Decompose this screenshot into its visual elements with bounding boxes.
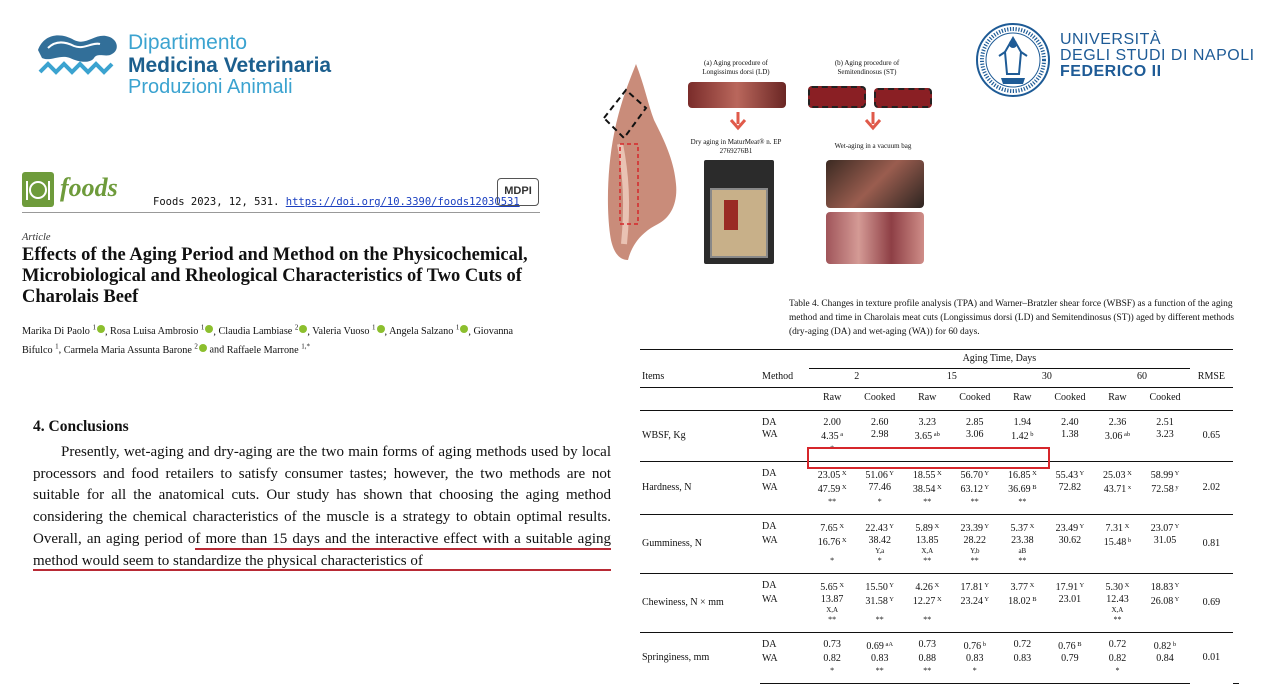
row-label: Hardness, N bbox=[640, 462, 760, 515]
table-cell: 7.31 $^X$ bbox=[1094, 515, 1140, 536]
table-cell: 23.49 $^Y$ bbox=[1045, 515, 1094, 536]
table-cell: 3.65 $^{ab}$ bbox=[914, 431, 940, 442]
column-subheader: Cooked bbox=[855, 388, 904, 411]
orcid-icon[interactable] bbox=[299, 325, 307, 333]
significance-mark: ** bbox=[1018, 556, 1027, 565]
department-line-2: Medicina Veterinaria bbox=[128, 54, 332, 77]
table-cell: 0.82 bbox=[1108, 653, 1127, 664]
column-group-header: Aging Time, Days bbox=[809, 350, 1189, 369]
table-cell: 5.37 $^X$ bbox=[999, 515, 1045, 536]
doi-link[interactable]: https://doi.org/10.3390/foods12030531 bbox=[285, 196, 520, 208]
rmse-value: 0.69 bbox=[1190, 574, 1234, 633]
significance-mark bbox=[999, 614, 1045, 633]
table-cell: 31.58 $^Y$ bbox=[865, 596, 894, 607]
header-divider bbox=[22, 212, 540, 213]
table-cell: 63.12 $^Y$ bbox=[960, 484, 990, 495]
table-cell: 72.58 $^y$ bbox=[1151, 484, 1179, 495]
st-cut-image bbox=[874, 88, 932, 108]
university-seal bbox=[975, 22, 1051, 98]
article-type: Article bbox=[22, 232, 51, 243]
significance-mark: ** bbox=[923, 615, 932, 624]
row-label: Chewiness, N × mm bbox=[640, 574, 760, 633]
table-cell: 26.08 $^Y$ bbox=[1150, 596, 1180, 607]
row-label: Gumminess, N bbox=[640, 515, 760, 574]
figure-step-b: Wet-aging in a vacuum bag bbox=[834, 142, 912, 150]
arrow-down-icon bbox=[728, 112, 748, 132]
highlight-underline bbox=[195, 548, 611, 550]
table-cell: 18.83 $^Y$ bbox=[1140, 574, 1189, 595]
author-name: Claudia Lambiase $^2$ bbox=[218, 326, 307, 337]
significance-mark bbox=[1140, 496, 1189, 515]
significance-mark bbox=[1045, 614, 1094, 633]
table-cell: 4.26 $^X$ bbox=[904, 574, 950, 595]
citation bbox=[153, 196, 520, 208]
table-cell: 15.48 $^b$ bbox=[1103, 537, 1132, 548]
row-label: WBSF, Kg bbox=[640, 411, 760, 462]
method-label: DA bbox=[760, 515, 809, 536]
table-cell: 2.00 bbox=[809, 411, 855, 430]
table-cell: 1.38 bbox=[1061, 429, 1079, 440]
column-subheader: Raw bbox=[1094, 388, 1140, 411]
significance-mark: ** bbox=[923, 497, 932, 506]
method-label: DA bbox=[760, 411, 809, 430]
table-cell: 23.05 $^X$ bbox=[809, 462, 855, 483]
table-cell: 31.05 bbox=[1153, 535, 1177, 546]
conclusions-heading: 4. Conclusions bbox=[33, 418, 129, 435]
university-line-2: DEGLI STUDI DI NAPOLI bbox=[1060, 47, 1255, 64]
table-cell: 12.43 X,A bbox=[1106, 594, 1129, 614]
column-subheader: Cooked bbox=[1045, 388, 1094, 411]
column-header: 60 bbox=[1137, 371, 1148, 382]
method-label: WA bbox=[762, 535, 778, 546]
foods-journal-icon bbox=[22, 172, 54, 207]
significance-mark bbox=[1140, 555, 1189, 574]
table-cell: 58.99 $^Y$ bbox=[1140, 462, 1189, 483]
table-cell: 36.69 $^B$ bbox=[1008, 484, 1037, 495]
table-cell: 25.03 $^X$ bbox=[1094, 462, 1140, 483]
citation-text: Foods 2023, 12, 531. bbox=[153, 196, 280, 208]
table-cell: 3.06 $^{ab}$ bbox=[1104, 431, 1131, 442]
table-cell: 2.51 bbox=[1140, 411, 1189, 430]
author-name: Angela Salzano $^1$ bbox=[389, 326, 468, 337]
column-header: 2 bbox=[854, 371, 860, 382]
paper-title: Effects of the Aging Period and Method on the Physicochemical, Microbiological and Rheological Characteristics of Two Cuts of Charolais Beef bbox=[22, 245, 528, 307]
university-line-3: FEDERICO II bbox=[1060, 63, 1162, 80]
table-cell: 55.43 $^Y$ bbox=[1045, 462, 1094, 483]
method-label: WA bbox=[762, 482, 778, 493]
table-cell: 3.77 $^X$ bbox=[999, 574, 1045, 595]
table-cell: 23.39 $^Y$ bbox=[950, 515, 999, 536]
table-cell: 0.73 bbox=[904, 633, 950, 654]
column-subheader: Raw bbox=[809, 388, 855, 411]
significance-mark bbox=[1094, 555, 1140, 574]
significance-mark bbox=[999, 665, 1045, 684]
significance-mark bbox=[1045, 665, 1094, 684]
table-cell: 0.79 bbox=[1061, 653, 1079, 664]
rmse-value: 0.01 bbox=[1190, 633, 1234, 684]
journal-name: foods bbox=[60, 173, 118, 202]
table-cell: 23.24 $^Y$ bbox=[960, 596, 990, 607]
mdpi-logo: MDPI bbox=[497, 178, 539, 206]
orcid-icon[interactable] bbox=[199, 344, 207, 352]
figure-step-a: Dry aging in MaturMeat® n. EP 2769276B1 bbox=[690, 138, 782, 155]
method-label: DA bbox=[760, 633, 809, 654]
table-cell: 0.83 bbox=[870, 653, 889, 664]
significance-mark: ** bbox=[828, 497, 837, 506]
significance-mark: * bbox=[950, 665, 999, 684]
column-subheader: Cooked bbox=[1140, 388, 1189, 411]
figure-caption-b: (b) Aging procedure of Semitendinosus (ST) bbox=[834, 59, 900, 76]
table-cell: 1.94 bbox=[999, 411, 1045, 430]
table-row bbox=[640, 574, 1239, 595]
wet-aged-cuts-photo bbox=[826, 212, 924, 264]
column-header: Method bbox=[762, 370, 794, 382]
table-cell: 2.60 bbox=[855, 411, 904, 430]
dry-aging-cabinet-image bbox=[704, 160, 774, 264]
table-cell: 38.54 $^X$ bbox=[912, 484, 942, 495]
author-list: Marika Di Paolo $^1$ , Rosa Luisa Ambrosio $^1$ , Claudia Lambiase $^2$ , Valeria Vuoso $^1$ , Angela Salzano $^1$ , Giovanna Bifulco $^1$, Carmela Maria Assunta Barone $^2$ and Raffaele Marrone $^{1,*}$ bbox=[22, 324, 514, 356]
table-cell: 72.82 bbox=[1058, 482, 1082, 493]
conclusions-paragraph: Presently, wet-aging and dry-aging are the two main forms of aging methods used by local processors and food retailers to satisfy consumer tastes; however, the two methods are not suitable for all the anatomical cuts. Our study has shown that choosing the aging method considering the chemical characteristics of the muscle is a strategy to obtain optimal results. Overall, an aging period of more than 15 days and the interactive effect with a suitable aging method would seem to standardize the physical characteristics of bbox=[33, 444, 611, 569]
department-logo bbox=[34, 28, 354, 98]
table-cell: 23.01 bbox=[1058, 594, 1082, 605]
table-cell: 51.06 $^Y$ bbox=[855, 462, 904, 483]
table-cell: 43.71 $^x$ bbox=[1103, 484, 1132, 495]
method-label: WA bbox=[762, 429, 778, 440]
significance-mark: * bbox=[830, 444, 835, 453]
table-cell: 5.30 $^X$ bbox=[1094, 574, 1140, 595]
table-cell: 0.76 $^B$ bbox=[1045, 633, 1094, 654]
table-cell: 5.65 $^X$ bbox=[809, 574, 855, 595]
significance-mark bbox=[1094, 496, 1140, 515]
table-cell: 2.98 bbox=[870, 429, 889, 440]
orcid-icon[interactable] bbox=[97, 325, 105, 333]
significance-mark: ** bbox=[923, 556, 932, 565]
figure-caption-a: (a) Aging procedure of Longissimus dorsi (LD) bbox=[702, 59, 770, 76]
author-name: Carmela Maria Assunta Barone $^2$ bbox=[64, 345, 207, 356]
table-cell: 0.69 $^{aA}$ bbox=[855, 633, 904, 654]
column-subheader: Raw bbox=[999, 388, 1045, 411]
author-name: Rosa Luisa Ambrosio $^1$ bbox=[110, 326, 213, 337]
table-cell: 0.73 bbox=[809, 633, 855, 654]
table-cell: 5.89 $^X$ bbox=[904, 515, 950, 536]
table-cell: 0.82 bbox=[823, 653, 841, 664]
method-label: DA bbox=[760, 462, 809, 483]
table-cell: 13.87 X,A bbox=[820, 594, 844, 614]
table-cell: 16.85 $^X$ bbox=[999, 462, 1045, 483]
column-subheader: Raw bbox=[904, 388, 950, 411]
table-cell: 2.85 bbox=[950, 411, 999, 430]
author-name: Valeria Vuoso $^1$ bbox=[312, 326, 384, 337]
significance-mark: ** bbox=[1113, 615, 1122, 624]
table-cell: 13.85 X,A bbox=[916, 535, 939, 555]
highlight-underline bbox=[33, 569, 611, 571]
table-cell: 1.42 $^b$ bbox=[1011, 431, 1034, 442]
table-caption: Table 4. Changes in texture profile analysis (TPA) and Warner–Bratzler shear force (WBSF) as a function of the aging method and time in Charolais meat cuts (Longissimus dorsi (LD) and Semitendinosus (ST)) aged by different methods (dry-aging (DA) and wet-aging (WA)) for 60 days. bbox=[789, 299, 1235, 337]
significance-mark bbox=[1045, 443, 1094, 462]
rmse-value: 2.02 bbox=[1190, 462, 1234, 515]
author-name: Marika Di Paolo $^1$ bbox=[22, 326, 105, 337]
table-cell: 0.82 $^b$ bbox=[1140, 633, 1189, 654]
table-cell: 0.83 bbox=[1013, 653, 1032, 664]
table-cell: 17.91 $^Y$ bbox=[1045, 574, 1094, 595]
table-cell: 0.84 bbox=[1156, 653, 1174, 664]
significance-mark bbox=[1045, 555, 1094, 574]
significance-mark bbox=[1045, 496, 1094, 515]
highlight-box bbox=[807, 447, 1050, 469]
table-cell: 47.59 $^X$ bbox=[817, 484, 847, 495]
table-cell: 0.83 bbox=[966, 653, 984, 664]
significance-mark: ** bbox=[970, 497, 979, 506]
significance-mark: * bbox=[877, 556, 882, 565]
significance-mark: ** bbox=[875, 615, 884, 624]
table-cell: 23.38 aB bbox=[1011, 535, 1034, 555]
author-name: Raffaele Marrone $^{1,*}$ bbox=[226, 342, 310, 356]
significance-mark: * bbox=[1094, 665, 1140, 684]
table-cell: 17.81 $^Y$ bbox=[950, 574, 999, 595]
table-cell: 0.72 bbox=[999, 633, 1045, 654]
department-line-3: Produzioni Animali bbox=[128, 76, 293, 98]
ld-cut-image bbox=[688, 82, 786, 108]
significance-mark: * bbox=[877, 497, 882, 506]
rmse-value: 0.65 bbox=[1190, 411, 1234, 462]
table-cell: 28.22 Y,b bbox=[963, 535, 987, 555]
method-label: DA bbox=[760, 574, 809, 595]
column-header: 30 bbox=[1041, 371, 1052, 382]
table-cell: 0.76 $^b$ bbox=[950, 633, 999, 654]
aging-procedure-figure bbox=[598, 52, 938, 270]
table-cell: 22.43 $^Y$ bbox=[855, 515, 904, 536]
table-cell: 7.65 $^X$ bbox=[809, 515, 855, 536]
significance-mark bbox=[1140, 614, 1189, 633]
university-line-1: UNIVERSITÀ bbox=[1060, 31, 1162, 48]
vacuum-bag-photo bbox=[826, 160, 924, 208]
table-cell: 18.55 $^X$ bbox=[904, 462, 950, 483]
beef-carcass-image bbox=[598, 64, 688, 264]
table-cell: 77.46 bbox=[868, 482, 891, 493]
significance-mark bbox=[950, 614, 999, 633]
significance-mark: ** bbox=[904, 665, 950, 684]
table-cell: 2.36 bbox=[1094, 411, 1140, 430]
column-header: 15 bbox=[946, 371, 957, 382]
significance-mark bbox=[1094, 443, 1140, 462]
column-header: Items bbox=[642, 370, 665, 382]
significance-mark: ** bbox=[855, 665, 904, 684]
column-subheader: Cooked bbox=[950, 388, 999, 411]
table-cell: 30.62 bbox=[1058, 535, 1082, 546]
orcid-icon[interactable] bbox=[205, 325, 213, 333]
table-row bbox=[640, 515, 1239, 536]
table-cell: 3.23 bbox=[904, 411, 950, 430]
orcid-icon[interactable] bbox=[460, 325, 468, 333]
significance-mark: ** bbox=[1018, 497, 1027, 506]
significance-mark bbox=[1140, 665, 1189, 684]
significance-mark: ** bbox=[970, 556, 979, 565]
significance-mark: * bbox=[830, 556, 835, 565]
department-logo-mark bbox=[34, 28, 124, 88]
table-cell: 3.23 bbox=[1156, 429, 1174, 440]
table-cell: 3.06 bbox=[966, 429, 984, 440]
method-label: WA bbox=[762, 594, 778, 605]
author-name: Giovanna Bifulco $^1$ bbox=[22, 326, 514, 356]
texture-table bbox=[640, 349, 1239, 684]
table-cell: 23.07 $^Y$ bbox=[1140, 515, 1189, 536]
table-cell: 15.50 $^Y$ bbox=[855, 574, 904, 595]
orcid-icon[interactable] bbox=[377, 325, 385, 333]
significance-mark bbox=[1140, 443, 1189, 462]
table-cell: 0.72 bbox=[1094, 633, 1140, 654]
table-cell: 2.40 bbox=[1045, 411, 1094, 430]
table-cell: 12.27 $^X$ bbox=[912, 596, 942, 607]
table-row bbox=[640, 411, 1239, 430]
row-label: Springiness, mm bbox=[640, 633, 760, 684]
table-cell: 38.42 Y,a bbox=[868, 535, 891, 555]
table-cell: 18.02 $^B$ bbox=[1008, 596, 1037, 607]
significance-mark: ** bbox=[828, 615, 837, 624]
table-cell: 16.76 $^X$ bbox=[817, 537, 847, 548]
method-label: WA bbox=[762, 653, 778, 664]
department-line-1: Dipartimento bbox=[128, 31, 248, 54]
table-cell: 4.35 $^a$ bbox=[821, 431, 844, 442]
table-cell: 0.88 bbox=[918, 653, 936, 664]
arrow-down-icon bbox=[863, 112, 883, 132]
st-cut-image bbox=[808, 86, 866, 108]
table-row bbox=[640, 633, 1239, 654]
table-cell: 56.70 $^Y$ bbox=[950, 462, 999, 483]
significance-mark: * bbox=[809, 665, 855, 684]
rmse-value: 0.81 bbox=[1190, 515, 1234, 574]
column-header: RMSE bbox=[1197, 370, 1226, 382]
